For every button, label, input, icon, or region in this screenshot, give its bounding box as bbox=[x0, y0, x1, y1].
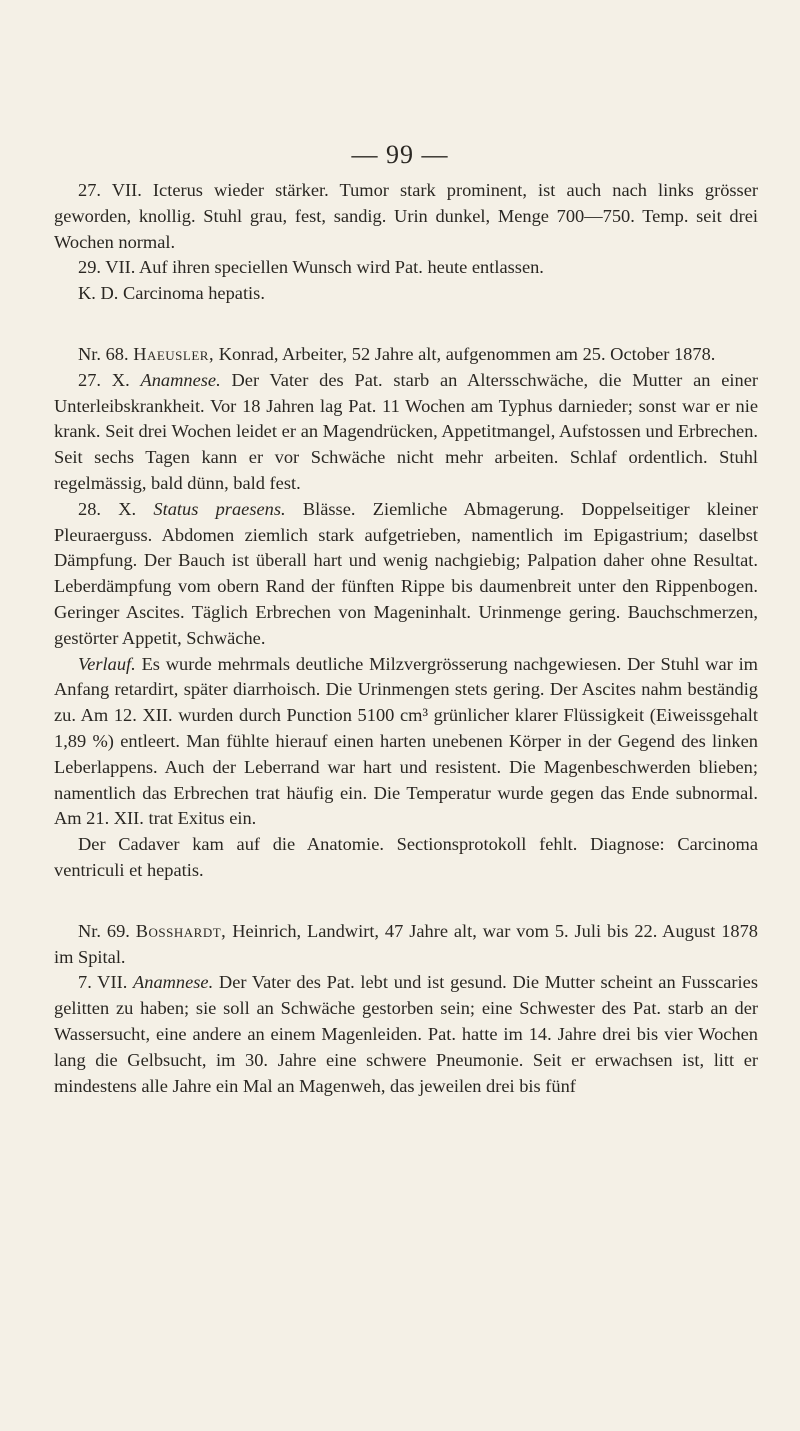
case-68-status-date: 28. X. bbox=[78, 498, 137, 519]
page-number: — 99 — bbox=[351, 140, 449, 169]
case-68-cadaver: Der Cadaver kam auf die Anatomie. Sectionsprotokoll fehlt. Diagnose: Carcinoma ventriculi et hepatis. bbox=[54, 834, 758, 880]
case-68-patient-details: Konrad, Arbeiter, 52 Jahre alt, aufgenommen am 25. October 1878. bbox=[218, 343, 716, 364]
case-68-heading bbox=[54, 342, 758, 368]
case-68-anamnese-date: 27. X. bbox=[78, 369, 130, 390]
case-68-status-label: Status praesens. bbox=[153, 498, 286, 519]
paragraph-p1: 27. VII. Icterus wieder stärker. Tumor stark prominent, ist auch nach links grösser geworden, knollig. Stuhl grau, fest, sandig. Urin dunkel, Menge 700—750. Temp. seit drei Wochen normal. bbox=[54, 180, 758, 252]
case-69-patient-name: Bosshardt, bbox=[135, 920, 227, 941]
case-68-verlauf bbox=[54, 652, 758, 833]
case-68-verlauf-text: Es wurde mehrmals deutliche Milzvergrösserung nachgewiesen. Der Stuhl war im Anfang retardirt, später diarrhoisch. Die Urinmengen stets gering. Der Ascites nahm beständig zu. Am 12. XII. wurden durch Punction 5100 cm³ grünlicher klarer Flüssigkeit (Eiweissgehalt 1,89 %) entleert. Man fühlte hierauf einen harten unebenen Körper in der Gegend des linken Leberlappens. Auch der Leberrand war hart und resistent. Die Magenbeschwerden blieben; namentlich das Erbrechen trat häufig ein. Die Temperatur wurde gegen das Ende subnormal. Am 21. XII. trat Exitus ein. bbox=[54, 653, 758, 829]
case-69-number: Nr. 69. bbox=[78, 920, 130, 941]
case-68-status-text: Blässe. Ziemliche Abmagerung. Doppelseitiger kleiner Pleuraerguss. Abdomen ziemlich stark aufgetrieben, namentlich im Epigastrium; daselbst Dämpfung. Der Bauch ist überall hart und wenig nachgiebig; Palpation daher ohne Resultat. Leberdämpfung vom obern Rand der fünften Rippe bis daumenbreit unter den Rippenbogen. Geringer Ascites. Täglich Erbrechen von Mageninhalt. Urinmenge gering. Bauchschmerzen, gestörter Appetit, Schwäche. bbox=[54, 498, 758, 648]
case-68-patient-name: Haeusler, bbox=[133, 343, 215, 364]
case-68-verlauf-label: Verlauf. bbox=[78, 653, 136, 674]
case-68-number: Nr. 68. bbox=[78, 343, 129, 364]
case-68-anamnese bbox=[54, 368, 758, 497]
case-69-anamnese bbox=[54, 970, 758, 1099]
paragraph-p2: 29. VII. Auf ihren speciellen Wunsch wird Pat. heute entlassen. bbox=[78, 257, 544, 278]
case-68-status bbox=[54, 497, 758, 652]
case-68-anamnese-text: Der Vater des Pat. starb an Altersschwäche, die Mutter an einer Unterleibskrankheit. Vor 18 Jahren lag Pat. 11 Wochen am Typhus darnieder; sonst war er nie krank. Seit drei Wochen leidet er an Magendrücken, Appetitmangel, Aufstossen und Erbrechen. Seit sechs Tagen kann er vor Schwäche nicht mehr arbeiten. Schlaf ordentlich. Stuhl regelmässig, bald dünn, bald fest. bbox=[54, 369, 758, 493]
paragraph-diagnosis: K. D. Carcinoma hepatis. bbox=[78, 283, 265, 304]
case-69-patient-details: Heinrich, Landwirt, 47 Jahre alt, war vom 5. Juli bis 22. August 1878 im Spital. bbox=[54, 920, 758, 967]
case-69-anamnese-text: Der Vater des Pat. lebt und ist gesund. Die Mutter scheint an Fusscaries gelitten zu haben; sie soll an Schwäche gestorben sein; eine Schwester des Pat. starb an der Wassersucht, eine andere an einem Magenleiden. Pat. hatte im 14. Jahre drei bis vier Wochen lang die Gelbsucht, im 30. Jahre eine schwere Pneumonie. Seit er erwachsen ist, litt er mindestens alle Jahre ein Mal an Magenweh, das jeweilen drei bis fünf bbox=[54, 972, 758, 1096]
case-69-anamnese-date: 7. VII. bbox=[78, 972, 128, 993]
section-gap bbox=[54, 884, 758, 919]
case-69-anamnese-label: Anamnese. bbox=[133, 972, 214, 993]
case-69-heading bbox=[54, 919, 758, 971]
page-body bbox=[54, 178, 758, 1099]
section-gap bbox=[54, 307, 758, 342]
case-68-anamnese-label: Anamnese. bbox=[140, 369, 221, 390]
